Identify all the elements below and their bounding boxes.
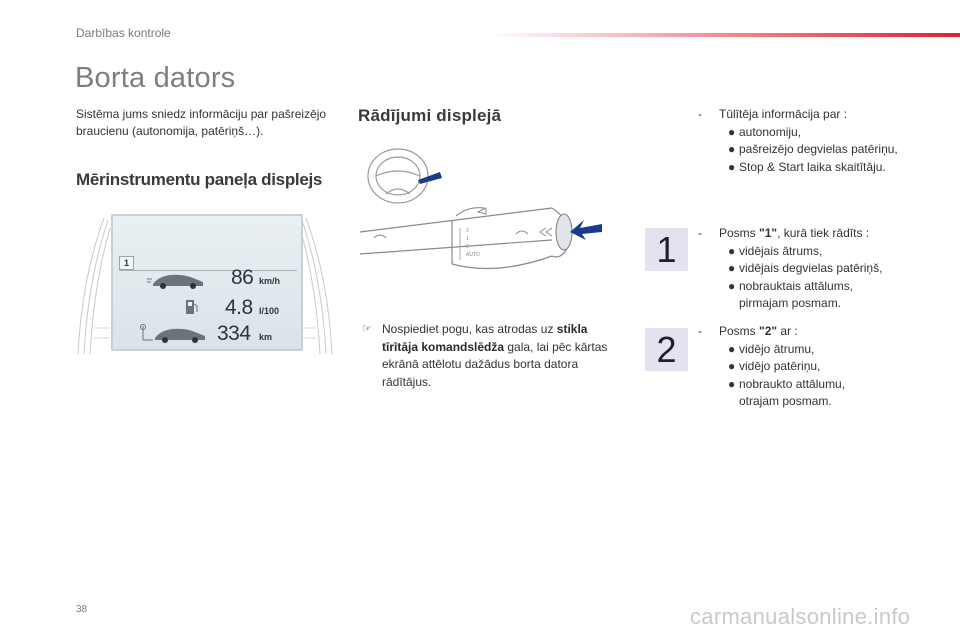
display-row-speed	[113, 264, 301, 294]
list-item-text: Stop & Start laika skaitītāju.	[739, 159, 886, 174]
instruction-prefix: Nospiediet pogu, kas atrodas uz	[382, 322, 557, 336]
stalk-label-2: 2	[466, 228, 469, 234]
instruction-text	[382, 321, 626, 391]
list-item-text: vidējo patēriņu,	[739, 359, 821, 373]
list-item-text: pašreizējo degvielas patēriņu,	[739, 142, 898, 156]
info-block-title	[719, 225, 929, 243]
cluster-display	[111, 214, 303, 351]
stalk-drawing	[356, 136, 614, 282]
list-item-text: vidējo ātrumu,	[739, 341, 815, 356]
list-item-text: nobraukto attālumu,	[739, 376, 846, 391]
trip-badge-2: 2	[645, 328, 688, 371]
title-bold: "2"	[759, 324, 778, 338]
car-distance-icon	[139, 324, 209, 344]
bullet-dot: ●	[728, 359, 736, 373]
dash: -	[698, 107, 702, 121]
wiper-stalk-illustration	[356, 136, 614, 282]
page-number: 38	[76, 604, 88, 615]
info-block-title: Tūlītēja informācija par :	[719, 107, 848, 121]
display-section-heading: Rādījumi displejā	[358, 106, 502, 125]
info-block-title	[719, 323, 929, 341]
trip-badge-1: 1	[645, 228, 688, 271]
list-item-text: autonomiju,	[739, 124, 802, 139]
bullet-dot: ●	[728, 261, 736, 275]
list-item-continuation: otrajam posmam.	[739, 394, 832, 408]
list-item-text: nobrauktais attālums,	[739, 278, 854, 293]
fuel-pump-icon	[185, 298, 199, 316]
bullet-dot: ●	[728, 278, 736, 293]
header-gradient-line	[490, 33, 960, 37]
bullet-dot: ●	[728, 341, 736, 356]
title-prefix: Posms	[719, 226, 760, 240]
title-suffix: , kurā tiek rādīts :	[777, 226, 870, 240]
dash: -	[698, 226, 702, 240]
watermark: carmanualsonline.info	[690, 604, 911, 629]
stalk-label-auto: AUTO	[466, 252, 480, 258]
section-header: Darbības kontrole	[76, 26, 171, 40]
instruction-suffix: gala, lai pēc kārtas ekrānā attēlotu dažādus borta datora rādītājus.	[382, 339, 608, 389]
stalk-label-0: 0	[466, 244, 469, 250]
instruction-bullet-icon: ☞	[362, 323, 372, 335]
title-prefix: Posms	[719, 324, 760, 338]
trip-mark: 1	[119, 256, 134, 270]
list-item-text: vidējais degvielas patēriņš,	[739, 261, 883, 275]
title-suffix: ar :	[777, 324, 798, 338]
instrument-cluster-illustration	[74, 208, 336, 358]
bullet-dot: ●	[728, 124, 736, 139]
consumption-value: 4.8	[225, 296, 253, 319]
instrument-panel-heading: Mērinstrumentu paneļa displejs	[76, 170, 323, 189]
car-speed-icon	[147, 270, 207, 290]
bullet-dot: ●	[728, 376, 736, 391]
distance-unit: km	[259, 332, 273, 342]
stalk-label-1: 1	[466, 236, 469, 242]
title-bold: "1"	[759, 226, 778, 240]
intro-text: Sistēma jums sniedz informāciju par pašreizējo braucienu (autonomija, patēriņš…).	[76, 107, 327, 138]
list-item-continuation: pirmajam posmam.	[739, 296, 842, 310]
distance-value: 334	[217, 322, 251, 345]
speed-value: 86	[231, 266, 254, 289]
consumption-unit: l/100	[259, 306, 280, 316]
dash: -	[698, 324, 702, 338]
bullet-dot: ●	[728, 243, 736, 258]
instruction-bold: stikla tīrītāja komandslēdža	[382, 322, 588, 354]
page-title: Borta dators	[75, 62, 236, 94]
bullet-dot: ●	[728, 142, 736, 156]
list-item-text: vidējais ātrums,	[739, 243, 823, 258]
bullet-dot: ●	[728, 159, 736, 174]
display-row-distance	[113, 320, 301, 350]
speed-unit: km/h	[259, 276, 281, 286]
